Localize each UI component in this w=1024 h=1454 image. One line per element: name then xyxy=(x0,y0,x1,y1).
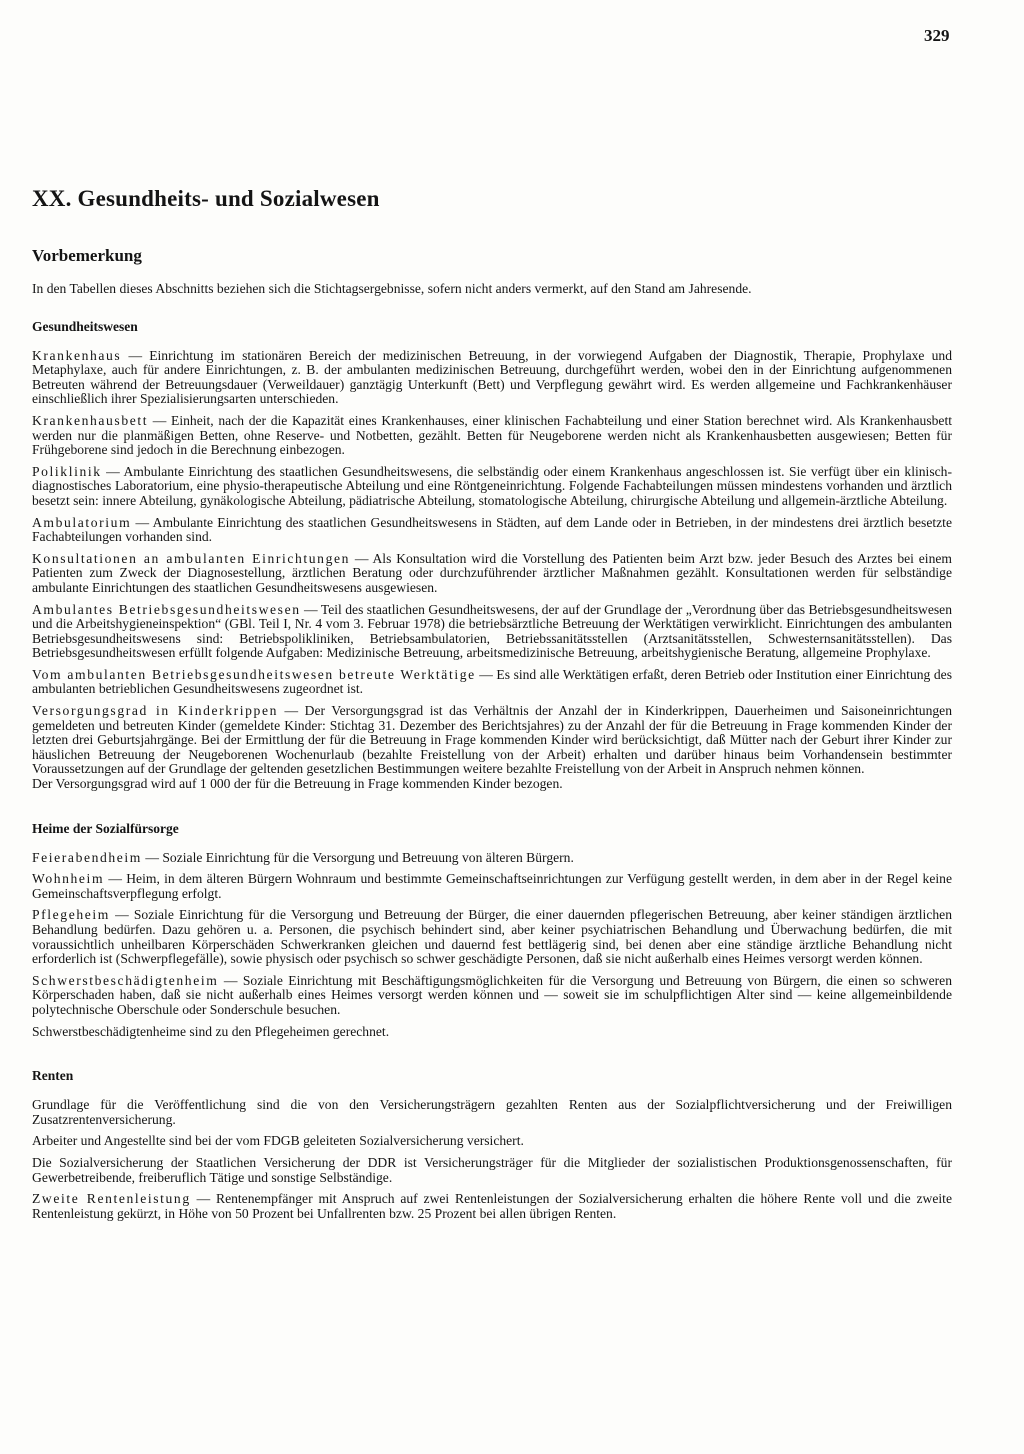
definition-betriebsgesundheitswesen xyxy=(32,603,952,661)
definition-text: — Ambulante Einrichtung des staatlichen Gesundheitswesens, die selbständig oder einem Krankenhaus angeschlossen ist. Sie verfügt über ein klinisch-diagnostisches Laboratorium, eine physio-therapeutische Abteilung und eine Röntgeneinrichtung. Folgende Fachabteilungen müssen mindestens vorhanden und ärztlich besetzt sein: innere Abteilung, gynäkologische Abteilung, pädiatrische Abteilung, stomatologische Abteilung, chirurgische Abteilung und allgemein-ärztliche Abteilung. xyxy=(32,463,952,508)
renten-heading: Renten xyxy=(32,1068,74,1084)
term-poliklinik: Poliklinik xyxy=(32,463,102,479)
definition-text: — Ambulante Einrichtung des staatlichen Gesundheitswesens in Städten, auf dem Lande oder in Betrieben, in der mindestens drei ärztlich besetzte Fachabteilungen vorhanden sind. xyxy=(32,514,952,545)
term-krankenhausbett: Krankenhausbett xyxy=(32,412,149,428)
renten-paragraph: Arbeiter und Angestellte sind bei der vom FDGB geleiteten Sozialversicherung versichert. xyxy=(32,1133,524,1149)
page-number: 329 xyxy=(924,26,950,45)
definition-poliklinik xyxy=(32,465,952,509)
term-konsultationen: Konsultationen an ambulanten Einrichtungen xyxy=(32,550,350,566)
term-wohnheim: Wohnheim xyxy=(32,871,105,887)
definition-text: — Es sind alle Werktätigen erfaßt, deren Betrieb oder Institution einer Einrichtung des ambulanten betrieblichen Gesundheitswesens zugeordnet ist. xyxy=(32,666,952,697)
definition-text: — Der Versorgungsgrad ist das Verhältnis der Anzahl der in Kinderkrippen, Dauerheimen und Saisoneinrichtungen gemeldeten und betreuten Kinder (gemeldete Kinder: Stichtag 31. Dezember des Berichtsjahres) zu der Anzahl der für die Betreuung in Frage kommenden Kinder der letzten drei Geburtsjahrgänge. Bei der Ermittlung der für die Betreuung in Frage kommenden Kinder wird berücksichtigt, daß Mütter nach der Geburt ihrer Kinder zur häuslichen Betreuung der Neugeborenen Wochenurlaub (bezahlte Freistellung von der Arbeit) erhalten und darüber hinaus beim Vorhandensein bestimmter Voraussetzungen auf der Grundlage der geltenden gesetzlichen Bestimmungen weitere bezahlte Freistellung von der Arbeit in Anspruch nehmen können. xyxy=(32,703,953,777)
vorbemerkung-intro: In den Tabellen dieses Abschnitts beziehen sich die Stichtagsergebnisse, sofern nicht anders vermerkt, auf den Stand am Jahresende. xyxy=(32,281,752,296)
gesundheitswesen-heading: Gesundheitswesen xyxy=(32,318,138,334)
definition-zweite-rentenleistung xyxy=(32,1192,952,1221)
definition-text: — Soziale Einrichtung für die Versorgung und Betreuung der Bürger, die einer dauernden pflegerischen Betreuung, aber keiner ständigen ärztlichen Behandlung bedürfen. Dazu gehören u. a. Personen, die psychisch behindert sind, aber keiner psychiatrischen Behandlung und Überwachung bedürfen, die mit voraussichtlich unheilbaren Körperschäden Schwerkranken gleichen und dauernd fest bettlägerig sind, bei denen aber eine ständige ärztliche Behandlung nicht erforderlich ist (Schwerpflegefälle), sowie physisch oder psychisch so schwer geschädigte Personen, daß sie nicht außerhalb eines Heimes versorgt werden können. xyxy=(32,907,952,967)
term-feierabendheim: Feierabendheim xyxy=(32,849,142,865)
definition-text: — Soziale Einrichtung mit Beschäftigungsmöglichkeiten für die Versorgung und Betreuung von Bürgern, die einen so schweren Körperschaden haben, daß sie nicht außerhalb eines Heimes versorgt werden können und — soweit sie im schulpflichtigen Alter sind — keine allgemeinbildende polytechnische Oberschule oder Sonderschule besuchen. xyxy=(32,972,952,1017)
definition-wohnheim xyxy=(32,872,952,901)
renten-paragraph: Die Sozialversicherung der Staatlichen Versicherung der DDR ist Versicherungsträger für die Mitglieder der sozialistischen Produktionsgenossenschaften, für Gewerbetreibende, freiberuflich Tätige und sonstige Selbständige. xyxy=(32,1154,952,1185)
renten-paragraph: Grundlage für die Veröffentlichung sind die von den Versicherungsträgern gezahlten Renten aus der Sozialpflichtversicherung und der Freiwilligen Zusatzrentenversicherung. xyxy=(32,1097,952,1127)
definition-text: — Rentenempfänger mit Anspruch auf zwei Rentenleistungen der Sozialversicherung erhalten die höhere Rente voll und die zweite Rentenleistung gekürzt, in Höhe von 50 Prozent bei Unfallrenten bzw. 25 Prozent bei allen übrigen Renten. xyxy=(32,1191,952,1221)
definition-text: — Als Konsultation wird die Vorstellung des Patienten beim Arzt bzw. jeder Besuch des Arztes bei einem Patienten zum Zweck der Diagnosestellung, ärztlichen Beratung oder durchzuführender ärztlicher Maßnahmen gezählt. Konsultationen werden für selbständige ambulante Einrichtungen des staatlichen Gesundheitswesens ausgewiesen. xyxy=(32,550,952,595)
term-zweite-rentenleistung: Zweite Rentenleistung xyxy=(32,1191,191,1207)
heime-heading: Heime der Sozialfürsorge xyxy=(32,820,179,836)
definition-betreute-werktaetige xyxy=(32,668,952,697)
definition-versorgungsgrad xyxy=(32,704,952,777)
definition-text: — Einheit, nach der die Kapazität eines Krankenhauses, einer klinischen Fachabteilung und einer Station berechnet wird. Als Krankenhausbett werden nur die planmäßigen Betten, ohne Reserve- und Notbetten, gezählt. Betten für Neugeborene werden nicht als Krankenhausbetten ausgewiesen; Betten für Frühgeborene sind jedoch in die Berechnung einbezogen. xyxy=(32,412,952,458)
term-betriebsgesundheitswesen: Ambulantes Betriebsgesundheitswesen xyxy=(32,601,301,617)
vorbemerkung-heading: Vorbemerkung xyxy=(32,246,142,265)
definition-feierabendheim xyxy=(32,851,952,866)
definition-konsultationen xyxy=(32,552,952,596)
definition-schwerstbeschaedigtenheim xyxy=(32,974,952,1018)
page-content xyxy=(32,186,952,1228)
definition-text: — Heim, in dem älteren Bürgern Wohnraum und bestimmte Gemeinschaftseinrichtungen zur Verfügung gestellt werden, in dem aber in der Regel keine Gemeinschaftsverpflegung erfolgt. xyxy=(32,871,952,901)
definition-ambulatorium xyxy=(32,516,952,545)
versorgungsgrad-note: Der Versorgungsgrad wird auf 1 000 der für die Betreuung in Frage kommenden Kinder bezogen. xyxy=(32,776,563,792)
heime-note: Schwerstbeschädigtenheime sind zu den Pflegeheimen gerechnet. xyxy=(32,1023,390,1039)
definition-text: — Teil des staatlichen Gesundheitswesens, der auf der Grundlage der „Verordnung über das Betriebsgesundheitswesen und die Arbeitshygieneinspektion“ (GBl. Teil I, Nr. 4 vom 3. Februar 1978) die betriebsärztliche Betreuung der Werktätigen verwirklicht. Einrichtungen des ambulanten Betriebsgesundheitswesens sind: Betriebspolikliniken, Betriebsambulatorien, Betriebssanitätsstellen (Arztsanitätsstellen, Schwesternsanitätsstellen). Das Betriebsgesundheitswesen erfüllt folgende Aufgaben: Medizinische Betreuung, arbeitsmedizinische Betreuung, arbeitshygienische Beratung, allgemeine Prophylaxe. xyxy=(32,601,952,661)
definition-pflegeheim xyxy=(32,908,952,966)
definition-krankenhausbett xyxy=(32,414,952,458)
term-pflegeheim: Pflegeheim xyxy=(32,907,110,923)
term-schwerstbeschaedigtenheim: Schwerstbeschädigtenheim xyxy=(32,972,219,988)
term-krankenhaus: Krankenhaus xyxy=(32,347,122,363)
term-ambulatorium: Ambulatorium xyxy=(32,514,132,530)
definition-text: — Soziale Einrichtung für die Versorgung und Betreuung von älteren Bürgern. xyxy=(141,849,574,865)
definition-text: — Einrichtung im stationären Bereich der medizinischen Betreuung, in der vorwiegend Aufgaben der Diagnostik, Therapie, Prophylaxe und Metaphylaxe, auch für andere Einrichtungen, z. B. der ambulanten medizinischen Betreuung, durchgeführt werden, wobei den in der Einrichtung aufgenommenen Betreuten während der Betreuungsdauer (Verweildauer) ganztägig Unterkunft (Bett) und Verpflegung gewährt wird. Es werden allgemeine und Fachkrankenhäuser einschließlich ihrer Spezialisierungsarten unterschieden. xyxy=(32,347,952,407)
chapter-title: XX. Gesundheits- und Sozialwesen xyxy=(32,186,380,211)
term-versorgungsgrad: Versorgungsgrad in Kinderkrippen xyxy=(32,703,278,719)
definition-krankenhaus xyxy=(32,349,952,407)
term-betreute-werktaetige: Vom ambulanten Betriebsgesundheitswesen betreute Werktätige xyxy=(32,666,476,682)
